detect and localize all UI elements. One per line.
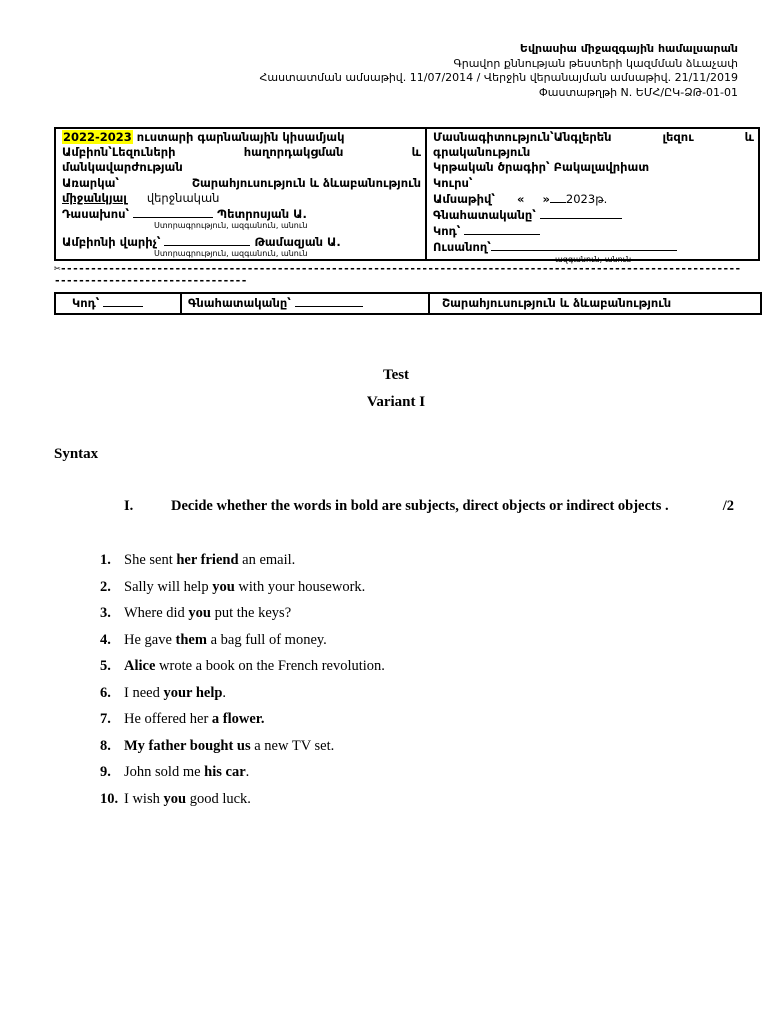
bold-target-word: a flower. [211, 711, 265, 727]
tear-off-stub [54, 292, 762, 315]
bold-target-word: you [212, 578, 235, 595]
task-points: /2 [722, 498, 734, 514]
list-item [100, 710, 385, 737]
info-right-column [427, 129, 758, 264]
list-item [100, 790, 385, 817]
item-text: She sent [124, 552, 177, 568]
university-name: Եվրասիա միջազգային համալսարան [519, 42, 738, 55]
item-text: I wish [124, 790, 164, 807]
item-number: 4. [100, 631, 111, 648]
date-line [433, 191, 754, 207]
stub-grade-cell [182, 294, 430, 313]
list-item [100, 578, 385, 605]
date-quote-close: » [542, 191, 550, 206]
stub-grade-blank [295, 294, 363, 307]
semester: ուստարի գարնանային կիսամյակ [132, 130, 345, 144]
specialty-line [433, 130, 754, 145]
exam-type-final: վերջնական [146, 190, 220, 205]
list-item [100, 763, 385, 790]
section-heading: Syntax [54, 446, 99, 462]
document-header [259, 42, 738, 100]
task-instruction [124, 498, 744, 515]
lecturer-caption: Ստորագրություն, ազգանուն, անուն [154, 221, 308, 231]
bold-target-word: you [163, 790, 187, 807]
subject-line [62, 176, 421, 191]
item-number: 2. [100, 578, 111, 595]
bold-target-word: your help [163, 684, 223, 701]
lecturer-line [62, 206, 421, 222]
list-item [100, 684, 385, 711]
bold-target-word: My father bought us [124, 737, 251, 754]
lecturer-name: Պետրոսյան Ա. [217, 207, 307, 222]
item-text: Where did [124, 605, 189, 621]
cut-dashes: ------------------------------------------------------------------------------------------------------------------------------------------------- [54, 262, 741, 287]
program-line: Կրթական ծրագիր՝ Բակալավրիատ [433, 160, 650, 175]
chair-word: հաղորդակցման [243, 145, 344, 160]
academic-year-line [62, 130, 421, 145]
head-caption: Ստորագրություն, ազգանուն, անուն [154, 248, 308, 258]
date-year: 2023թ. [565, 191, 608, 206]
stub-subject: Շարահյուսություն և ձևաբանություն [442, 296, 672, 310]
item-text: Sally will help [124, 578, 213, 595]
item-text: good luck. [186, 790, 251, 807]
date-quote-open: « [517, 191, 525, 206]
stub-subject-cell [430, 294, 760, 313]
student-blank [491, 239, 677, 251]
list-item [100, 657, 385, 684]
lecturer-label: Դասախոս՝ [62, 207, 130, 222]
item-number: 1. [100, 552, 111, 568]
list-item [100, 631, 385, 658]
format-title: Գրավոր քննության թեստերի կազմման ձևաչափ [453, 56, 738, 70]
chair-conj: և [411, 145, 421, 160]
head-label: Ամբիոնի վարիչ՝ [62, 234, 161, 249]
stub-code-blank [103, 294, 143, 307]
subject-value: Շարահյուսություն և ձևաբանություն [191, 175, 421, 190]
item-number: 8. [100, 737, 111, 754]
student-label: Ուսանող՝ [433, 240, 491, 255]
stub-grade-label: Գնահատականը՝ [188, 296, 291, 310]
specialty-conj: և [744, 130, 754, 144]
student-caption: ազգանուն, անուն [555, 254, 632, 264]
head-line [62, 234, 421, 250]
item-text: put the keys? [211, 605, 292, 621]
item-number: 9. [100, 764, 111, 780]
item-text: a bag full of money. [206, 631, 327, 648]
code-line [433, 223, 754, 239]
head-signature-line [164, 234, 250, 246]
item-text: I need [124, 684, 164, 701]
item-text: . [245, 764, 250, 780]
task-text: Decide whether the words in bold are subjects, direct objects or indirect objects . [171, 498, 669, 514]
date-label: Ամսաթիվ՝ [433, 191, 496, 206]
code-label: Կոդ՝ [433, 224, 461, 239]
bold-target-word: you [188, 605, 211, 621]
item-text: . [222, 684, 227, 701]
item-number: 6. [100, 684, 111, 701]
specialty-line-2: գրականություն [433, 145, 531, 160]
test-title: Test [382, 367, 410, 383]
task-number: I. [124, 498, 134, 514]
code-blank [464, 223, 540, 235]
student-line [433, 239, 754, 255]
document-number: Փաստաթղթի N. ԵՄՀ/ԸԿ-ՁԹ-01-01 [538, 85, 738, 99]
list-item [100, 551, 385, 578]
chair-line [62, 145, 421, 160]
bold-target-word: his car [204, 764, 246, 780]
chair-label: Ամբիոն՝Լեզուների [62, 145, 176, 160]
exam-info-table [54, 127, 760, 264]
head-name: Թամազյան Ա. [254, 234, 341, 249]
stub-code-label: Կոդ՝ [72, 296, 100, 310]
bold-target-word: her friend [176, 552, 239, 568]
item-text: a new TV set. [250, 737, 335, 754]
item-text: He gave [124, 631, 176, 648]
grade-label: Գնահատականը՝ [433, 208, 536, 223]
item-text: He offered her [124, 711, 212, 727]
item-text: with your housework. [234, 578, 366, 595]
list-item [100, 604, 385, 631]
item-text: an email. [238, 552, 296, 568]
test-variant: Variant I [366, 394, 426, 410]
question-list [100, 551, 385, 816]
info-left-column [56, 129, 427, 259]
subject-label: Առարկա՝ [62, 175, 119, 190]
grade-line [433, 207, 754, 223]
approval-dates: Հաստատման ամսաթիվ. 11/07/2014 / Վերջին վերանայման ամսաթիվ. 21/11/2019 [259, 71, 738, 84]
grade-blank [540, 207, 622, 219]
course-line: Կուրս՝ [433, 175, 473, 190]
item-number: 10. [100, 790, 119, 807]
item-text: wrote a book on the French revolution. [155, 658, 385, 674]
specialty-label: Մասնագիտություն՝Անգլերեն [433, 130, 612, 144]
scissors-icon: ✂ [54, 262, 61, 275]
specialty-word: լեզու [662, 130, 694, 144]
item-number: 5. [100, 658, 111, 674]
lecturer-signature-line [133, 206, 213, 218]
item-text: John sold me [124, 764, 205, 780]
item-number: 7. [100, 711, 111, 727]
bold-target-word: them [175, 631, 207, 648]
list-item [100, 737, 385, 764]
academic-year: 2022-2023 [63, 130, 132, 144]
cut-line [54, 263, 744, 286]
exam-type-interim: միջանկյալ [62, 190, 127, 205]
bold-target-word: Alice [124, 658, 156, 674]
date-month-line [550, 191, 566, 203]
stub-code-cell [56, 294, 182, 313]
chair-line-2: մանկավարժության [62, 160, 183, 175]
exam-type-line [62, 191, 421, 206]
item-number: 3. [100, 605, 111, 621]
